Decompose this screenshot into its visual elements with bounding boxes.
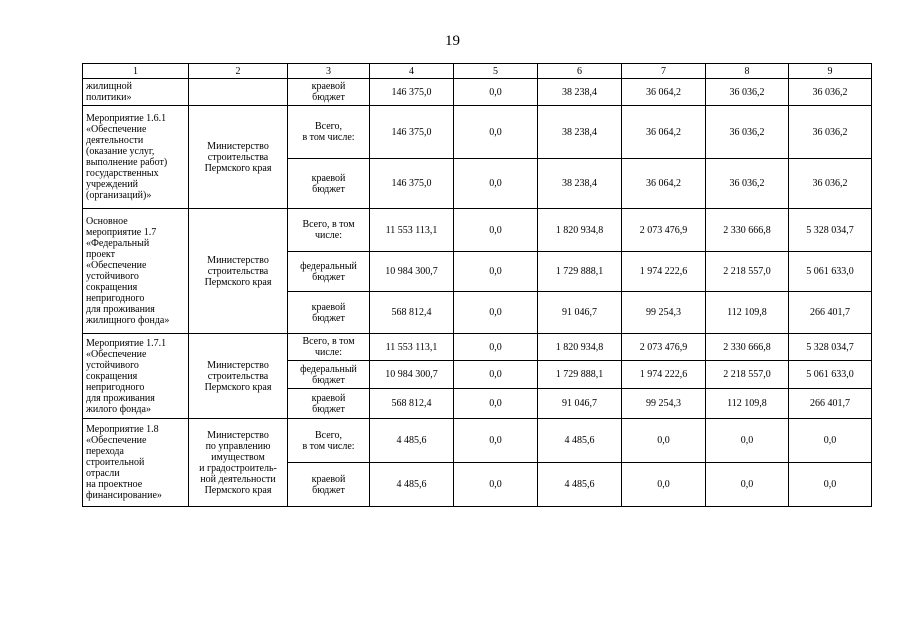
amount-cell: 1 820 934,8 [538,334,622,361]
column-header: 1 [83,64,189,79]
table-row [83,334,872,361]
amount-cell: 1 820 934,8 [538,209,622,252]
column-header: 4 [370,64,454,79]
amount-cell: 1 729 888,1 [538,252,622,292]
amount-cell: 36 036,2 [789,79,872,106]
budget-table [82,63,872,507]
amount-cell: 4 485,6 [370,463,454,507]
amount-cell: 0,0 [622,419,706,463]
amount-cell: 36 036,2 [706,79,789,106]
amount-cell: 266 401,7 [789,389,872,419]
table-row [83,79,872,106]
amount-cell: 5 328 034,7 [789,209,872,252]
amount-cell: 0,0 [622,463,706,507]
activity-name: жилищной политики» [83,79,189,106]
amount-cell: 266 401,7 [789,292,872,334]
amount-cell: 1 974 222,6 [622,361,706,389]
amount-cell: 36 064,2 [622,159,706,209]
amount-cell: 5 328 034,7 [789,334,872,361]
amount-cell: 112 109,8 [706,389,789,419]
column-header: 9 [789,64,872,79]
amount-cell: 568 812,4 [370,389,454,419]
amount-cell: 2 330 666,8 [706,209,789,252]
amount-cell: 0,0 [454,209,538,252]
amount-cell: 568 812,4 [370,292,454,334]
table-row [83,419,872,463]
header-row [83,64,872,79]
amount-cell: 5 061 633,0 [789,361,872,389]
amount-cell: 146 375,0 [370,159,454,209]
amount-cell: 0,0 [454,292,538,334]
column-header: 5 [454,64,538,79]
amount-cell: 5 061 633,0 [789,252,872,292]
amount-cell: 2 218 557,0 [706,252,789,292]
amount-cell: 0,0 [706,463,789,507]
amount-cell: 2 218 557,0 [706,361,789,389]
amount-cell: 0,0 [454,334,538,361]
amount-cell: 4 485,6 [538,463,622,507]
amount-cell: 2 073 476,9 [622,209,706,252]
responsible-executor: Министерство строительства Пермского края [189,334,288,419]
page-number: 19 [445,33,460,49]
activity-name: Мероприятие 1.7.1 «Обеспечение устойчивого сокращения непригодного для проживания жилого фонда» [83,334,189,419]
activity-name: Основное мероприятие 1.7 «Федеральный проект «Обеспечение устойчивого сокращения непригодного для проживания жилищного фонда» [83,209,189,334]
amount-cell: 0,0 [454,159,538,209]
amount-cell: 0,0 [789,463,872,507]
funding-source: краевой бюджет [288,79,370,106]
responsible-executor: Министерство строительства Пермского края [189,106,288,209]
amount-cell: 38 238,4 [538,106,622,159]
amount-cell: 11 553 113,1 [370,334,454,361]
table-row [83,209,872,252]
amount-cell: 91 046,7 [538,389,622,419]
amount-cell: 0,0 [706,419,789,463]
amount-cell: 4 485,6 [370,419,454,463]
amount-cell: 146 375,0 [370,79,454,106]
column-header: 6 [538,64,622,79]
amount-cell: 38 238,4 [538,79,622,106]
funding-source: краевой бюджет [288,159,370,209]
amount-cell: 0,0 [454,106,538,159]
amount-cell: 10 984 300,7 [370,361,454,389]
column-header: 8 [706,64,789,79]
amount-cell: 36 036,2 [706,159,789,209]
responsible-executor [189,79,288,106]
amount-cell: 2 073 476,9 [622,334,706,361]
funding-source: Всего, в том числе: [288,419,370,463]
amount-cell: 36 064,2 [622,79,706,106]
amount-cell: 91 046,7 [538,292,622,334]
amount-cell: 4 485,6 [538,419,622,463]
funding-source: краевой бюджет [288,463,370,507]
responsible-executor: Министерство по управлению имуществом и градостроитель- ной деятельности Пермского края [189,419,288,507]
amount-cell: 36 036,2 [706,106,789,159]
amount-cell: 1 974 222,6 [622,252,706,292]
amount-cell: 2 330 666,8 [706,334,789,361]
amount-cell: 0,0 [454,361,538,389]
amount-cell: 10 984 300,7 [370,252,454,292]
activity-name: Мероприятие 1.8 «Обеспечение перехода строительной отрасли на проектное финансирование» [83,419,189,507]
amount-cell: 36 036,2 [789,159,872,209]
funding-source: Всего, в том числе: [288,209,370,252]
amount-cell: 0,0 [454,79,538,106]
amount-cell: 36 036,2 [789,106,872,159]
table-row [83,106,872,159]
funding-source: краевой бюджет [288,292,370,334]
responsible-executor: Министерство строительства Пермского края [189,209,288,334]
column-header: 7 [622,64,706,79]
amount-cell: 146 375,0 [370,106,454,159]
amount-cell: 112 109,8 [706,292,789,334]
amount-cell: 99 254,3 [622,389,706,419]
column-header: 3 [288,64,370,79]
amount-cell: 0,0 [789,419,872,463]
funding-source: федеральный бюджет [288,252,370,292]
funding-source: федеральный бюджет [288,361,370,389]
amount-cell: 11 553 113,1 [370,209,454,252]
amount-cell: 0,0 [454,252,538,292]
amount-cell: 0,0 [454,389,538,419]
amount-cell: 0,0 [454,463,538,507]
funding-source: Всего, в том числе: [288,106,370,159]
amount-cell: 99 254,3 [622,292,706,334]
amount-cell: 1 729 888,1 [538,361,622,389]
activity-name: Мероприятие 1.6.1 «Обеспечение деятельности (оказание услуг, выполнение работ) государственных учреждений (организаций)» [83,106,189,209]
amount-cell: 38 238,4 [538,159,622,209]
column-header: 2 [189,64,288,79]
amount-cell: 0,0 [454,419,538,463]
funding-source: краевой бюджет [288,389,370,419]
funding-source: Всего, в том числе: [288,334,370,361]
amount-cell: 36 064,2 [622,106,706,159]
